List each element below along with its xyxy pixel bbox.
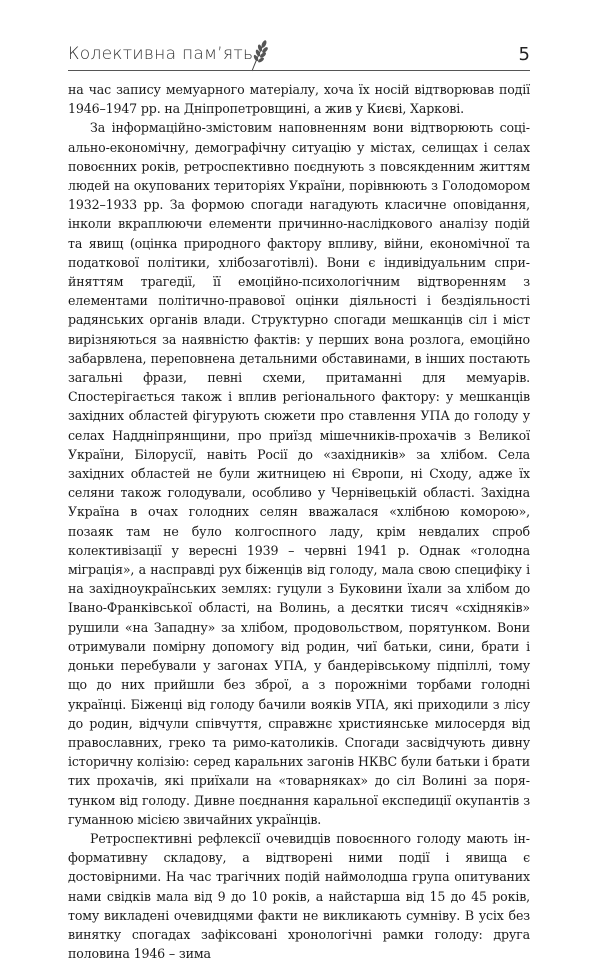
wheat-ear-icon — [248, 38, 270, 72]
paragraph: Ретроспективні рефлексії очевидців повоєнного голоду мають інформативну складову, а відтворені ними події і явища є достовірними. На час трагічних подій наймолодша група опитуваних нами свідків мала від 9 до 10 років, а найстарша від 15 до 45 років, тому викладені очевидцями факти не викликають сумніву. В усіх без винятку спогадах зафіксовані хронологічні рамки голоду: друга половина 1946 – зима — [68, 830, 530, 962]
paragraph-continued: на час запису мемуарного матеріалу, хоча їх носій відтворював події 1946–1947 рр. на Дніпропетровщині, а жив у Києві, Харкові. — [68, 82, 530, 117]
header-rule — [68, 70, 530, 71]
paragraph: За інформаційно-змістовим наповненням вони відтворюють соціально-економічну, демографічну ситуацію у містах, селищах і селах повоєнних років, ретроспективно поєднують з повсякденним життям людей на окупованих територіях України, порівнюють з Голодомором 1932–1933 рр. За формою спогади нагадують класичне оповідання, інколи вкраплюючи елементи причинно-наслідкового аналізу подій та явищ (оцінка природного фактору впливу, війни, економічної та податкової політики, хлібозаготівлі). Вони є індивідуальним сприйняттям трагедії, її емоційно-психологічним відтворенням з елементами політично-правової оцінки діяльності і бездіяльності радянських органів влади. Структурно спогади мешканців сіл і міст вирізняються за наявністю фактів: у перших вона розлога, емоційно забарвлена, переповнена детальними обставинами, в інших постають загальні фрази, певні схеми, притаманні для мемуарів. Спостерігається також і вплив регіонального фактору: у мешканців західних областей фігурують сюжети про ставлення УПА до голоду у селах Наддніпрянщини, про приїзд мішечників-прохачів з Великої України, Білорусії, навіть Росії до «західників» за хлібом. Села західних областей не були житницею ні Європи, ні Сходу, адже їх селяни також голодували, особливо у Чернівецькій області. Західна Україна в очах голодних селян вважалася «хлібною коморою», позаяк там не було колгоспного ладу, крім невдалих спроб колективізації у вересні 1939 – червні 1941 р. Однак «голодна міграція», а насправді рух біженців від голоду, мала свою специфіку і на західноукраїнських землях: гуцули з Буковини їхали за хлібом до Івано-Франківської області, на Волинь, а десятки тисяч «східняків» рушили «на Западну» за хлібом, продовольством, порятунком. Вони отримували помірну допомогу від родин, чиї батьки, сини, брати і доньки перебували у загонах УПА, у бандерівському підпіллі, тому що до них прийшли без зброї, а з порожніми торбами голодні українці. Біженці від голоду бачили вояків УПА, які приходили з лісу до родин, відчули співчуття, справжнє християнське милосердя від православних, греко та римо-католиків. Спогади засвідчують дивну історичну колізію: серед каральних загонів НКВС були батьки і брати тих прохачів, які приїхали на «товарняках» до сіл Волині за порятунком від голоду. Дивне поєднання каральної експедиції окупантів з гуманною місією звичайних українців. — [68, 120, 530, 827]
running-title: Колективна пам’ять — [68, 44, 254, 64]
page-header — [68, 38, 530, 78]
body-text — [68, 80, 530, 963]
page-number: 5 — [518, 44, 530, 65]
